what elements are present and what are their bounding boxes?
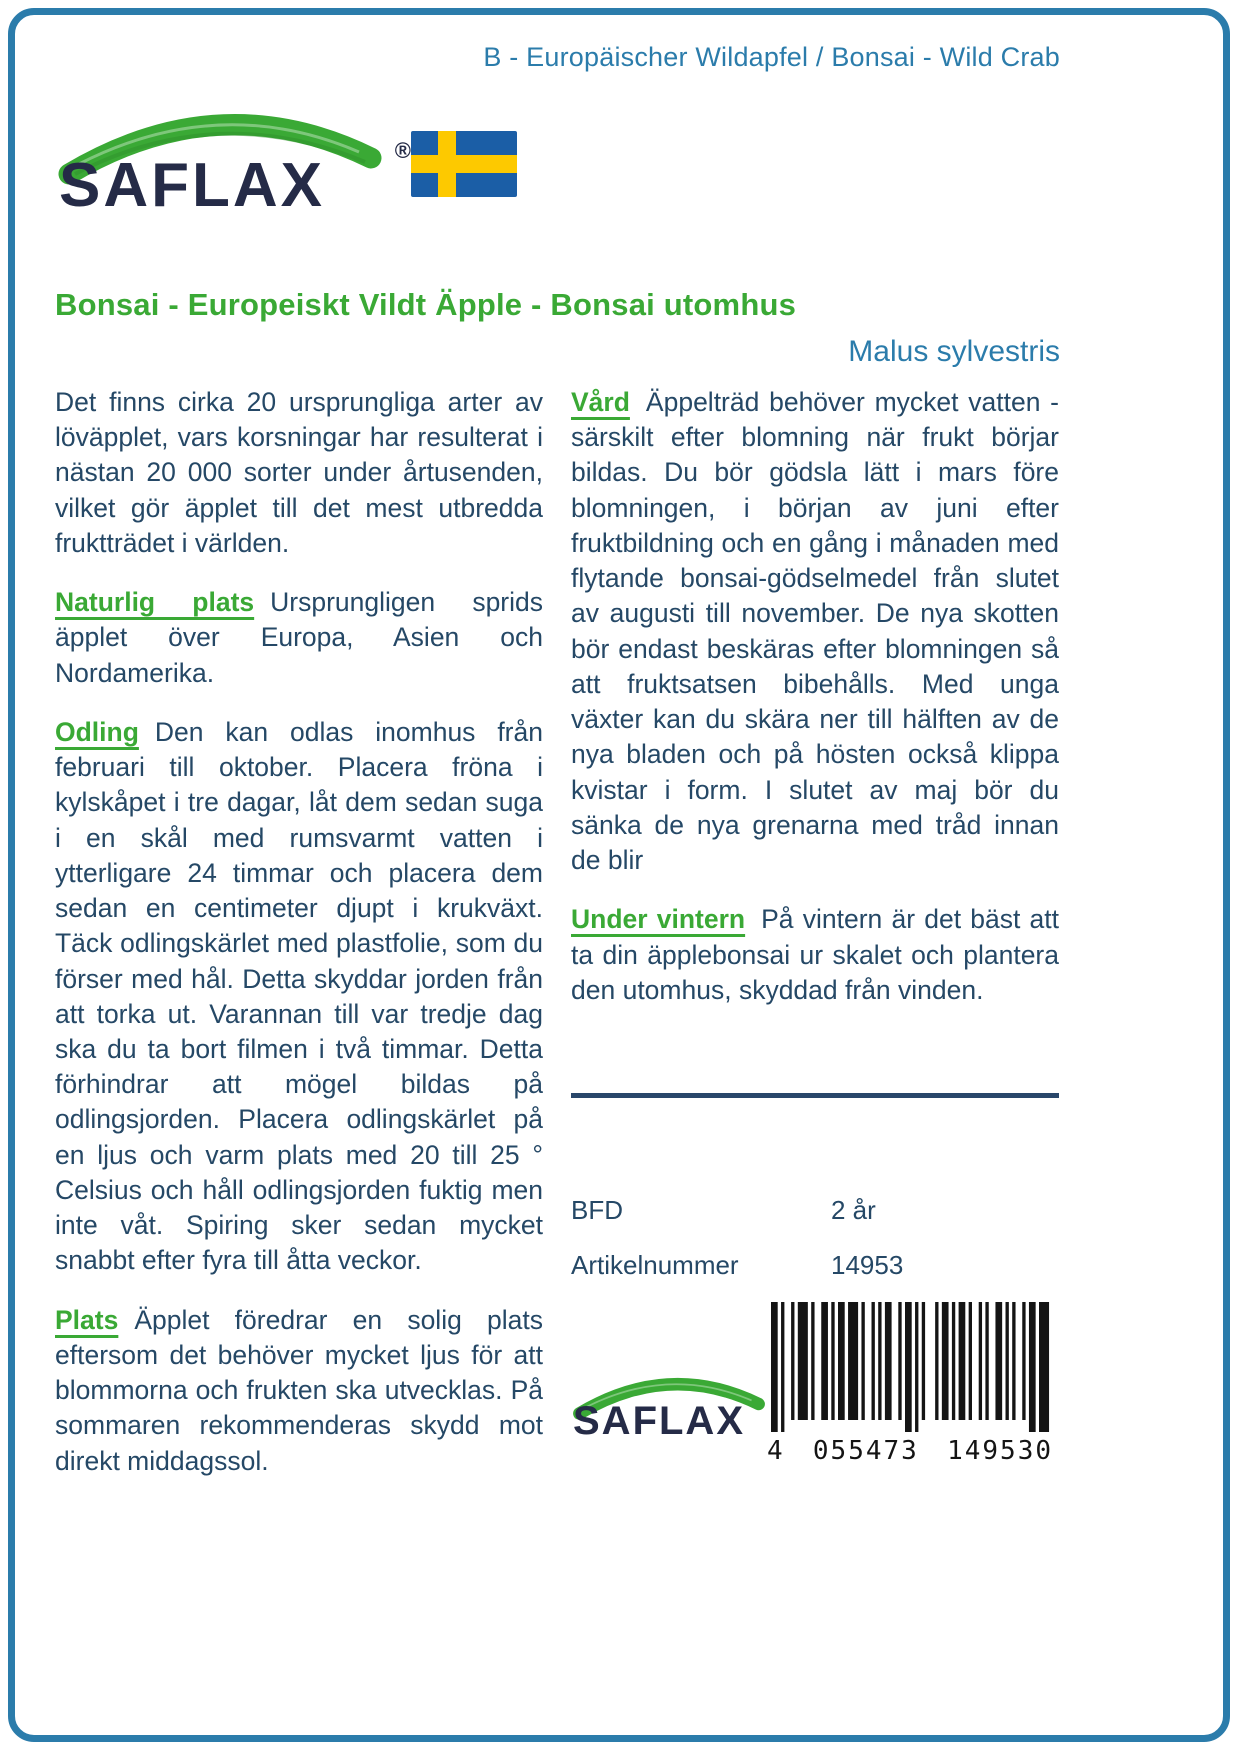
section-body: Den kan odlas inomhus från februari till oktober. Placera fröna i kylskåpet i tre dagar, låt dem sedan suga i en skål med rumsvarmt vatten i ytterligare 24 timmar och placera dem sedan en centimeter djupt i krukväxt. Täck odlingskärlet med plastfolie, som du förser med hål. Detta skyddar jorden från att torka ut. Varannan till var tredje dag ska du ta bort filmen i två timmar. Detta förhindrar att mögel bildas på odlingsjorden. Placera odlingskärlet på en ljus och varm plats med 20 till 25 ° Celsius och håll odlingsjorden fuktig men inte våt. Spiring sker sedan mycket snabbt efter fyra till åtta veckor. <box>55 716 543 1276</box>
barcode-bars <box>767 1302 1059 1432</box>
section-heading: Vård <box>571 387 630 417</box>
botanical-name: Malus sylvestris <box>848 335 1060 368</box>
right-column <box>571 385 1059 1503</box>
info-value: 14953 <box>831 1249 904 1280</box>
section-body: Äppelträd behöver mycket vatten - särskilt efter blomning när frukt börjar bildas. Du bör gödsla lätt i mars före blomningen, i början av juni efter fruktbildning och en gång i månaden med flytande bonsai-gödselmedel från slutet av augusti till november. De nya skotten bör endast beskäras efter blomningen så att fruktsatsen bibehålls. Med unga växter kan du skära ner till hälften av de nya bladen och på hösten också klippa kvistar i form. I slutet av maj bör du sänka de nya grenarna med tråd innan de blir <box>571 387 1059 876</box>
divider-line <box>571 1093 1059 1098</box>
section-body: Ursprungligen sprids äpplet över Europa, Asien och Nordamerika. <box>55 587 544 688</box>
barcode-digit-group: 149530 <box>947 1436 1053 1467</box>
section-naturlig-plats <box>55 585 543 691</box>
section-vard <box>571 385 1059 878</box>
info-row-bfd <box>571 1193 1059 1228</box>
section-under-vintern <box>571 902 1059 1008</box>
barcode-digit-group: 055473 <box>812 1436 919 1467</box>
page-title: Bonsai - Europeiskt Vildt Äpple - Bonsai utomhus <box>55 287 797 322</box>
product-tagline: B - Europäischer Wildapfel / Bonsai - Wild Crab <box>483 42 1060 72</box>
section-odling <box>55 715 543 1279</box>
brand-row <box>55 75 1060 235</box>
registered-trademark: ® <box>394 137 411 163</box>
seed-packet-back <box>55 34 1060 1503</box>
section-body: Äpplet föredrar en solig plats eftersom det behöver mycket ljus för att blommorna och frukten ska utvecklas. På sommaren rekommenderas skydd mot direkt middagssol. <box>55 1304 543 1476</box>
info-value: 2 år <box>831 1194 876 1225</box>
section-body: På vintern är det bäst att ta din äpplebonsai ur skalet och plantera den utomhus, skyddad från vinden. <box>571 904 1059 1005</box>
info-label: BFD <box>571 1194 623 1225</box>
left-column <box>55 385 543 1503</box>
footer-row <box>571 1302 1059 1469</box>
info-block <box>571 1193 1059 1282</box>
barcode-digit-group: 4 <box>767 1436 785 1467</box>
section-heading: Odling <box>55 716 139 747</box>
text-columns <box>55 385 1060 1503</box>
section-heading: Plats <box>55 1304 119 1335</box>
saflax-logo-text: SAFLAX <box>59 150 325 220</box>
saflax-footer-logo-text: SAFLAX <box>573 1398 745 1443</box>
barcode-digits <box>767 1432 1059 1469</box>
intro-paragraph: Det finns cirka 20 ursprungliga arter av löväpplet, vars korsningar har resulterat i nästan 20 000 sorter under årtusenden, vilket gör äpplet till det mest utbredda fruktträdet i världen. <box>55 387 543 558</box>
barcode <box>767 1302 1059 1469</box>
info-row-artikelnummer <box>571 1248 1059 1283</box>
section-plats <box>55 1303 543 1479</box>
section-heading: Naturlig plats <box>55 587 255 618</box>
saflax-footer-logo <box>571 1366 767 1443</box>
section-heading: Under vintern <box>571 904 746 935</box>
sweden-flag-icon <box>411 131 517 197</box>
saflax-logo <box>55 94 411 220</box>
flag-cross-horizontal <box>411 155 517 173</box>
info-label: Artikelnummer <box>571 1249 739 1280</box>
